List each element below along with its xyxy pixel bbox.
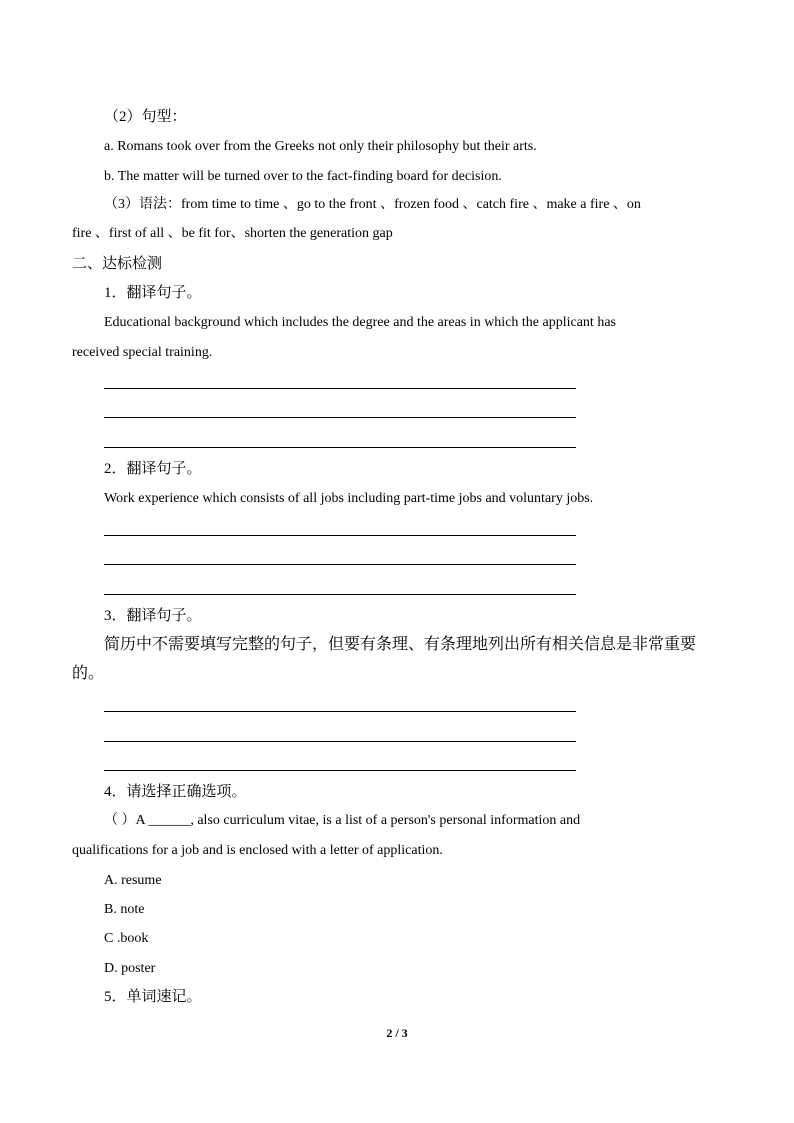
sentence-pattern-b: b. The matter will be turned over to the fact-finding board for decision. <box>104 169 502 184</box>
question-4-label: 4．请选择正确选项。 <box>104 784 247 800</box>
answer-line[interactable] <box>104 564 576 565</box>
grammar-line-1: （3）语法：from time to time 、go to the front 、frozen food 、catch fire 、make a fire 、on <box>104 197 641 212</box>
question-1-label: 1．翻译句子。 <box>104 285 202 301</box>
option-b[interactable]: B. note <box>104 902 145 917</box>
question-4-text-line-1: （ ）A ______, also curriculum vitae, is a list of a person's personal information and <box>104 813 581 828</box>
question-2-text: Work experience which consists of all jobs including part-time jobs and voluntary jobs. <box>104 491 594 506</box>
question-5-label: 5．单词速记。 <box>104 989 202 1005</box>
answer-line[interactable] <box>104 447 576 448</box>
answer-line[interactable] <box>104 535 576 536</box>
option-c[interactable]: C .book <box>104 931 149 946</box>
option-d[interactable]: D. poster <box>104 961 156 976</box>
page-number: 2 / 3 <box>386 1026 408 1040</box>
answer-line[interactable] <box>104 388 576 389</box>
part2-title: 二、达标检测 <box>72 256 163 272</box>
grammar-line-2: fire 、first of all 、be fit for、shorten the generation gap <box>72 226 393 241</box>
section-sentence-patterns-heading: （2）句型： <box>104 109 187 125</box>
question-2-label: 2．翻译句子。 <box>104 461 202 477</box>
question-4-text-line-2: qualifications for a job and is enclosed with a letter of application. <box>72 843 443 858</box>
question-3-text-line-1: 简历中不需要填写完整的句子，但要有条理、有条理地列出所有相关信息是非常重要 <box>104 636 697 653</box>
question-3-text-line-2: 的。 <box>72 665 105 682</box>
question-1-text-line-1: Educational background which includes the degree and the areas in which the applicant has <box>104 315 616 330</box>
question-3-label: 3．翻译句子。 <box>104 608 202 624</box>
answer-line[interactable] <box>104 417 576 418</box>
question-1-text-line-2: received special training. <box>72 345 213 360</box>
sentence-pattern-a: a. Romans took over from the Greeks not only their philosophy but their arts. <box>104 139 537 154</box>
answer-line[interactable] <box>104 594 576 595</box>
option-a[interactable]: A. resume <box>104 873 162 888</box>
answer-line[interactable] <box>104 711 576 712</box>
answer-line[interactable] <box>104 770 576 771</box>
answer-line[interactable] <box>104 741 576 742</box>
